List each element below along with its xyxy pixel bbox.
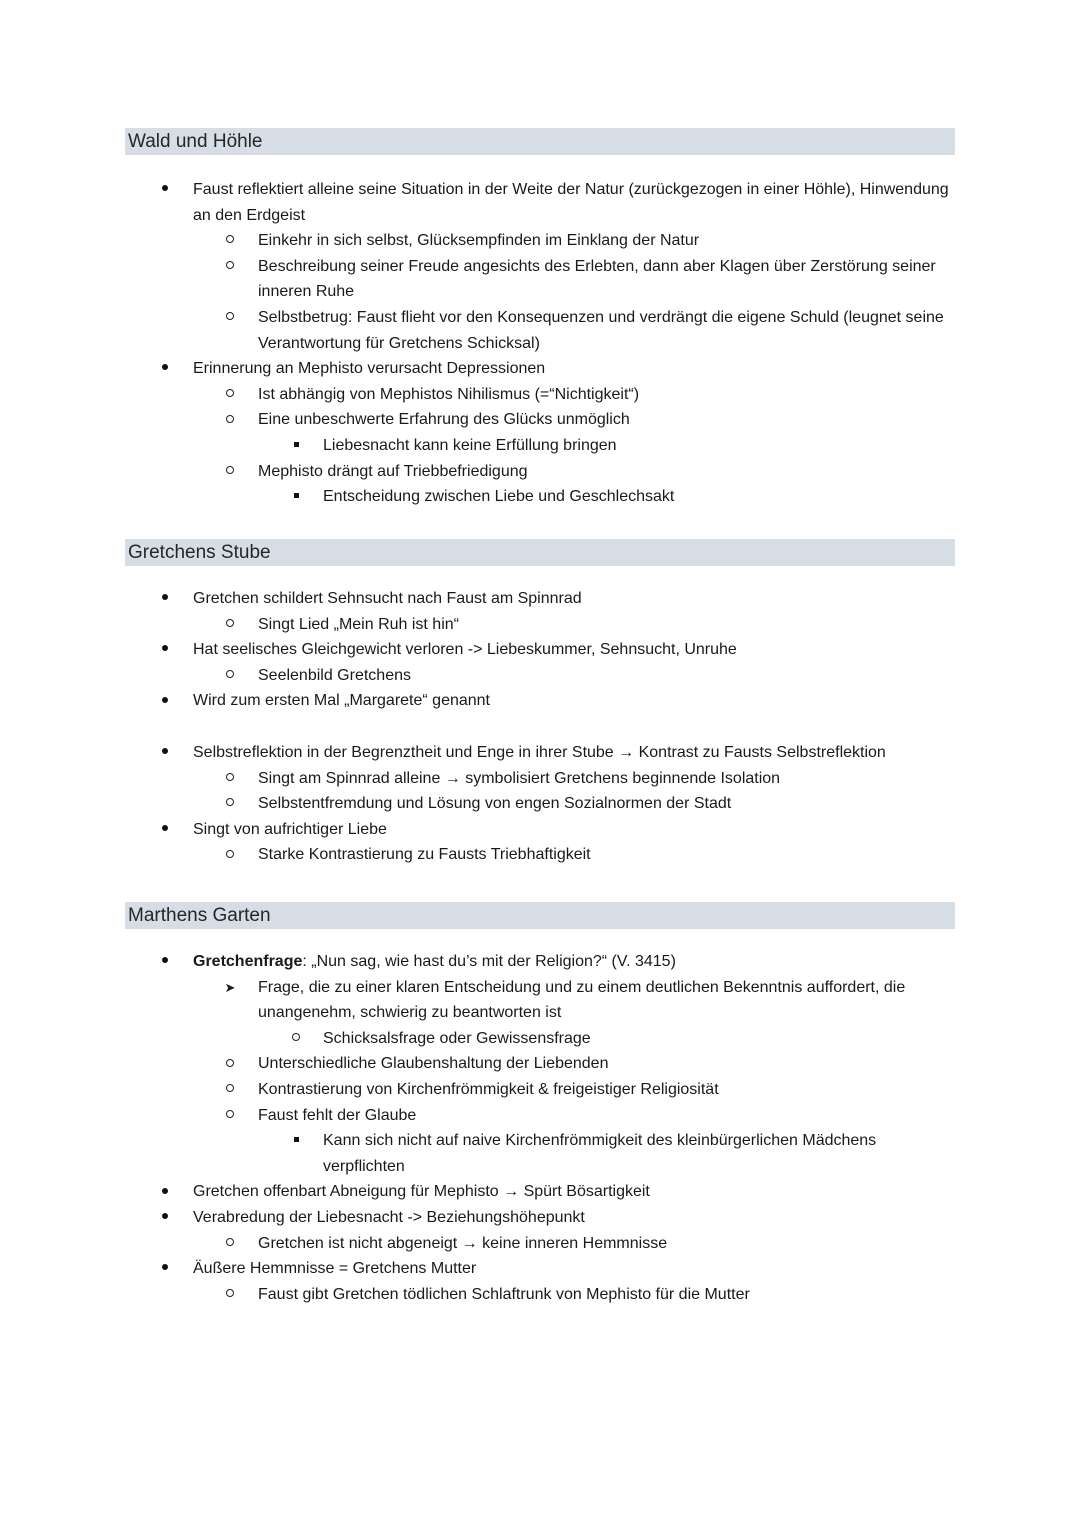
circle-marker-icon bbox=[222, 228, 238, 254]
square-marker-icon bbox=[288, 484, 304, 510]
list-item-text: Hat seelisches Gleichgewicht verloren -> Liebeskummer, Sehnsucht, Unruhe bbox=[193, 641, 737, 659]
circle-marker-icon bbox=[222, 842, 238, 868]
list-item bbox=[125, 663, 955, 689]
list-item-text: Unterschiedliche Glaubenshaltung der Liebenden bbox=[258, 1055, 609, 1073]
list-item bbox=[125, 305, 955, 356]
list-item bbox=[125, 791, 955, 817]
list-item bbox=[125, 1179, 955, 1205]
list-item bbox=[125, 817, 955, 843]
list-item bbox=[125, 459, 955, 485]
list-item bbox=[125, 1205, 955, 1231]
list-item-text: Gretchen schildert Sehnsucht nach Faust am Spinnrad bbox=[193, 590, 582, 607]
circle-marker-icon bbox=[222, 663, 238, 689]
circle-marker-icon bbox=[222, 791, 238, 817]
list-item-text: Selbstbetrug: Faust flieht vor den Konsequenzen und verdrängt die eigene Schuld (leugnet seine Verantwortung für Gretchens Schicksal) bbox=[258, 308, 944, 352]
list-item bbox=[125, 949, 955, 975]
bullet-marker-icon bbox=[157, 1205, 173, 1231]
circle-marker-icon bbox=[222, 1103, 238, 1129]
square-marker-icon bbox=[288, 1128, 304, 1154]
circle-marker-icon bbox=[222, 254, 238, 280]
list-item-text: Verabredung der Liebesnacht -> Beziehungshöhepunkt bbox=[193, 1208, 585, 1226]
circle-marker-icon bbox=[222, 612, 238, 638]
list-item-text: Schicksalsfrage oder Gewissensfrage bbox=[323, 1029, 591, 1047]
section-heading: Marthens Garten bbox=[125, 902, 955, 929]
list-item bbox=[125, 740, 955, 766]
list-item-text: Selbstentfremdung und Lösung von engen Sozialnormen der Stadt bbox=[258, 795, 732, 813]
list-item-text: Ist abhängig von Mephistos Nihilismus (=“Nichtigkeit“) bbox=[258, 385, 640, 403]
list-item-text: Kann sich nicht auf naive Kirchenfrömmigkeit des kleinbürgerlichen Mädchens verpflichten bbox=[323, 1132, 877, 1175]
section-wald-und-hoehle bbox=[125, 128, 955, 510]
list-item bbox=[125, 1282, 955, 1308]
list-item bbox=[125, 975, 955, 1026]
section-gretchens-stube bbox=[125, 539, 955, 868]
list-item-text: Äußere Hemmnisse = Gretchens Mutter bbox=[193, 1260, 477, 1278]
list-item bbox=[125, 1026, 955, 1052]
list-item-text: Eine unbeschwerte Erfahrung des Glücks unmöglich bbox=[258, 411, 630, 429]
bold-term: Gretchenfrage bbox=[193, 953, 303, 970]
list-item bbox=[125, 1051, 955, 1077]
bullet-marker-icon bbox=[157, 637, 173, 663]
circle-marker-icon bbox=[222, 305, 238, 331]
list-item bbox=[125, 228, 955, 254]
section-marthens-garten bbox=[125, 902, 955, 1307]
list-item-text: Erinnerung an Mephisto verursacht Depressionen bbox=[193, 360, 546, 378]
bullet-marker-icon bbox=[157, 949, 173, 975]
list-item bbox=[125, 1256, 955, 1282]
bullet-marker-icon bbox=[157, 1179, 173, 1205]
list-item bbox=[125, 382, 955, 408]
list-item-text: Singt von aufrichtiger Liebe bbox=[193, 820, 387, 838]
square-marker-icon bbox=[288, 433, 304, 459]
list-item-text: Gretchen ist nicht abgeneigt → keine inneren Hemmnisse bbox=[258, 1234, 668, 1252]
section-list bbox=[125, 177, 955, 510]
list-item-text: Frage, die zu einer klaren Entscheidung und zu einem deutlichen Bekenntnis auffordert, die unangenehm, schwierig zu beantworten ist bbox=[258, 978, 906, 1022]
bullet-marker-icon bbox=[157, 817, 173, 843]
arrowhead-marker-icon: ➤ bbox=[224, 979, 236, 995]
list-item-text: Einkehr in sich selbst, Glücksempfinden im Einklang der Natur bbox=[258, 232, 700, 250]
bullet-marker-icon bbox=[157, 586, 173, 612]
circle-marker-icon bbox=[222, 1077, 238, 1103]
bullet-marker-icon bbox=[157, 688, 173, 714]
list-item-text: : „Nun sag, wie hast du’s mit der Religion?“ (V. 3415) bbox=[302, 953, 676, 970]
bullet-marker-icon bbox=[157, 1256, 173, 1282]
section-list bbox=[125, 586, 955, 868]
list-item bbox=[125, 1128, 955, 1179]
circle-marker-icon bbox=[222, 1051, 238, 1077]
list-item-text: Starke Kontrastierung zu Fausts Triebhaftigkeit bbox=[258, 846, 591, 864]
list-item-text: Faust fehlt der Glaube bbox=[258, 1106, 417, 1124]
list-item-text: Singt am Spinnrad alleine → symbolisiert Gretchens beginnende Isolation bbox=[258, 769, 781, 787]
section-heading: Gretchens Stube bbox=[125, 539, 955, 566]
list-item-text: Faust reflektiert alleine seine Situation in der Weite der Natur (zurückgezogen in einer Höhle), Hinwendung an den Erdgeist bbox=[193, 181, 949, 224]
list-item bbox=[125, 407, 955, 433]
bullet-marker-icon bbox=[157, 740, 173, 766]
bullet-marker-icon bbox=[157, 177, 173, 203]
spacer bbox=[125, 714, 955, 740]
list-item bbox=[125, 254, 955, 305]
list-item-text: Singt Lied „Mein Ruh ist hin“ bbox=[258, 615, 459, 633]
list-item bbox=[125, 177, 955, 228]
list-item bbox=[125, 637, 955, 663]
list-item bbox=[125, 433, 955, 459]
list-item-text: Entscheidung zwischen Liebe und Geschlechsakt bbox=[323, 488, 675, 506]
list-item-text: Beschreibung seiner Freude angesichts des Erlebten, dann aber Klagen über Zerstörung seiner inneren Ruhe bbox=[258, 257, 936, 301]
list-item bbox=[125, 842, 955, 868]
circle-marker-icon bbox=[288, 1026, 304, 1052]
list-item-text: Faust gibt Gretchen tödlichen Schlaftrunk von Mephisto für die Mutter bbox=[258, 1285, 750, 1303]
bullet-marker-icon bbox=[157, 356, 173, 382]
list-item bbox=[125, 356, 955, 382]
list-item bbox=[125, 1231, 955, 1257]
list-item-text: Wird zum ersten Mal „Margarete“ genannt bbox=[193, 692, 490, 710]
list-item-text: Liebesnacht kann keine Erfüllung bringen bbox=[323, 436, 617, 454]
list-item bbox=[125, 1103, 955, 1129]
circle-marker-icon bbox=[222, 407, 238, 433]
circle-marker-icon bbox=[222, 382, 238, 408]
list-item bbox=[125, 1077, 955, 1103]
circle-marker-icon bbox=[222, 1282, 238, 1308]
list-item bbox=[125, 688, 955, 714]
list-item-text: Mephisto drängt auf Triebbefriedigung bbox=[258, 462, 528, 480]
circle-marker-icon bbox=[222, 766, 238, 792]
circle-marker-icon bbox=[222, 1231, 238, 1257]
section-heading: Wald und Höhle bbox=[125, 128, 955, 155]
list-item-text: Seelenbild Gretchens bbox=[258, 666, 411, 684]
circle-marker-icon bbox=[222, 459, 238, 485]
list-item-text: Selbstreflektion in der Begrenztheit und Enge in ihrer Stube → Kontrast zu Fausts Selbstreflektion bbox=[193, 743, 886, 761]
list-item bbox=[125, 484, 955, 510]
list-item bbox=[125, 612, 955, 638]
list-item-text: Kontrastierung von Kirchenfrömmigkeit & freigeistiger Religiosität bbox=[258, 1080, 719, 1098]
section-list bbox=[125, 949, 955, 1307]
list-item bbox=[125, 586, 955, 612]
list-item bbox=[125, 766, 955, 792]
list-item-text: Gretchen offenbart Abneigung für Mephisto → Spürt Bösartigkeit bbox=[193, 1183, 650, 1201]
